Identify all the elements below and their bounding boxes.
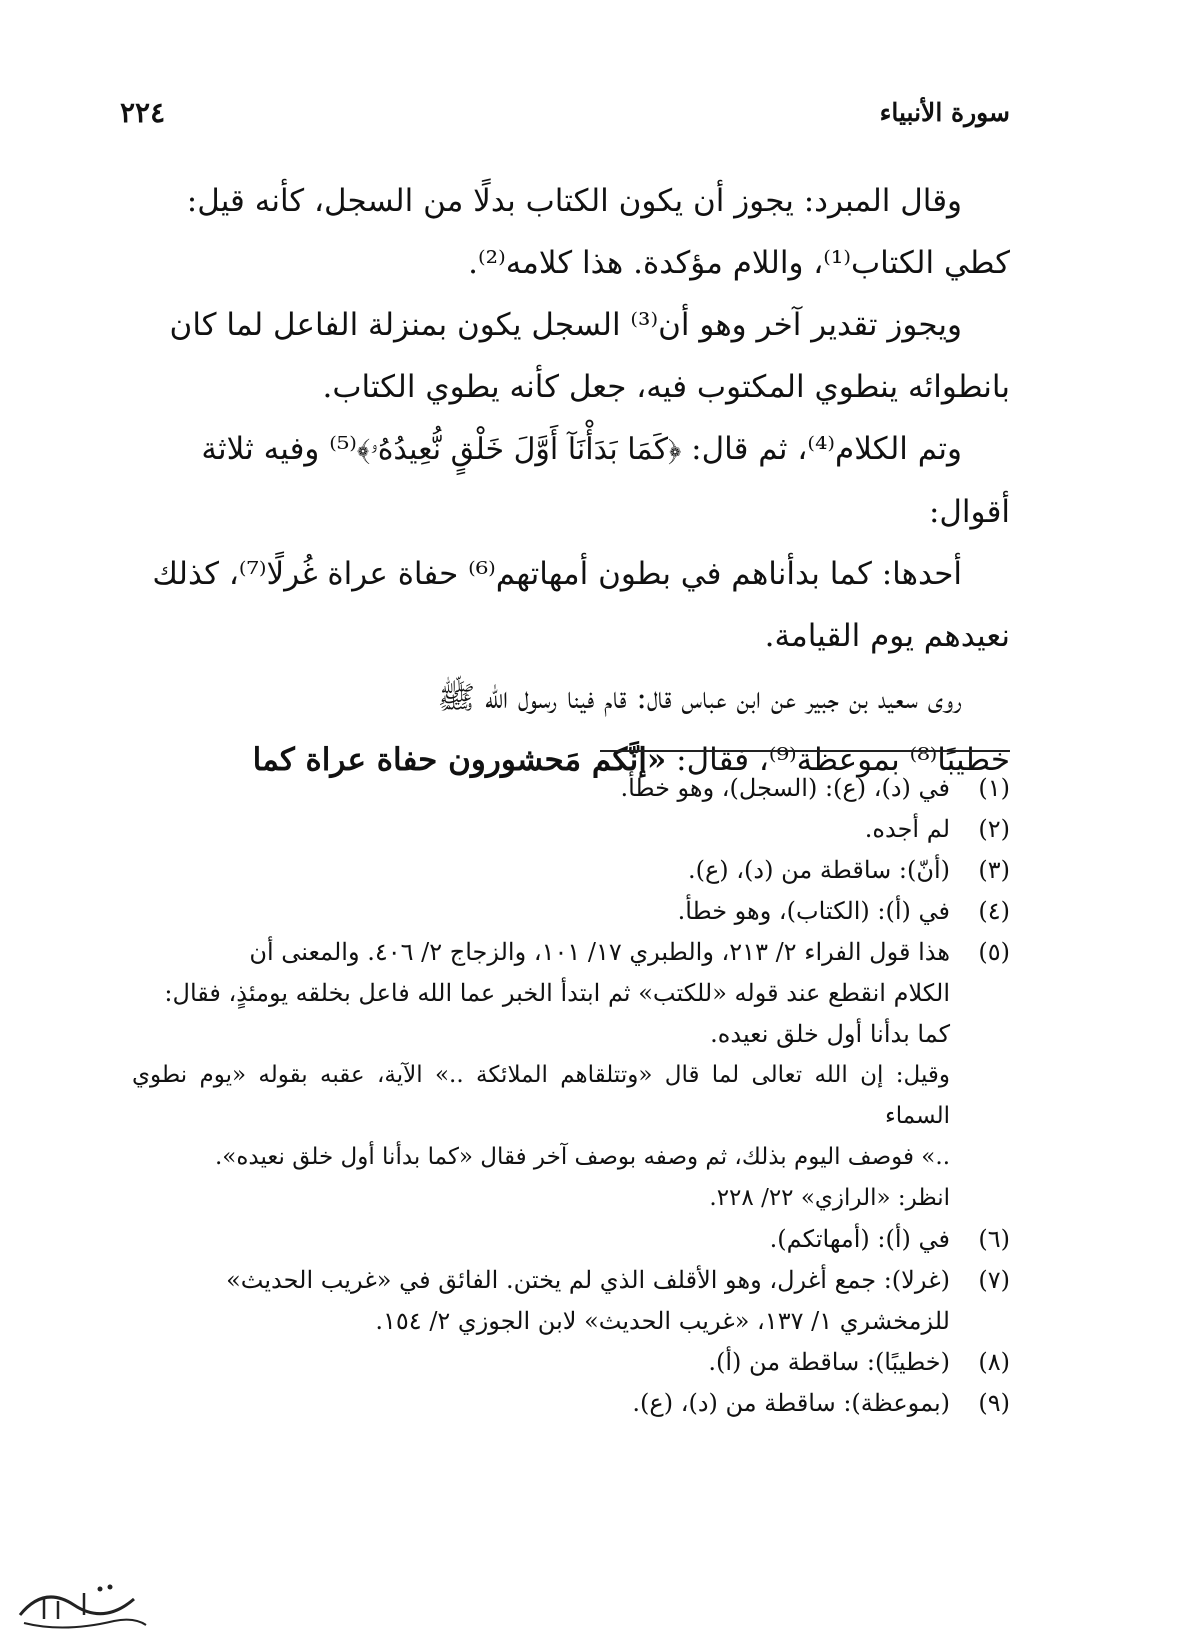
footnote-number: (٩) <box>978 1389 1010 1417</box>
paragraph-3 <box>132 418 1010 543</box>
paragraph-3-line-1-start: وتم الكلام⁽⁴⁾، ثم قال: <box>691 431 962 467</box>
footnote-line: للزمخشري ١/ ١٣٧، «غريب الحديث» لابن الجوزي ٢/ ١٥٤. <box>375 1307 950 1335</box>
paragraph-3-line-2: أقوال: <box>928 494 1010 530</box>
footnote <box>132 1260 1010 1342</box>
footnote <box>132 850 1010 891</box>
paragraph-4-line-1: أحدها: كما بدأناهم في بطون أمهاتهم⁽⁶⁾ حفاة عراة غُرلًا⁽⁷⁾، كذلك <box>152 556 962 592</box>
footnote-body <box>132 850 950 891</box>
paragraph-4-line-2: نعيدهم يوم القيامة. <box>764 618 1010 654</box>
footnote <box>132 891 1010 932</box>
footnotes <box>132 768 1010 1424</box>
footnote <box>132 1383 1010 1424</box>
footnote-note-line: انظر: «الرازي» ٢٢/ ٢٢٨. <box>709 1185 950 1211</box>
paragraph-2-line-2: بانطوائه ينطوي المكتوب فيه، جعل كأنه يطوي الكتاب. <box>322 369 1010 405</box>
paragraph-5-line-2-start: خطيبًا⁽⁸⁾ بموعظة⁽⁹⁾، فقال: <box>676 742 1010 778</box>
footnote <box>132 932 1010 1219</box>
footnote <box>132 1219 1010 1260</box>
main-text <box>132 170 1010 791</box>
page-number: ٢٢٤ <box>120 95 166 129</box>
paragraph-1 <box>132 170 1010 294</box>
footnote-body <box>132 1342 950 1383</box>
footnote-number: (٧) <box>978 1266 1010 1294</box>
footnote-line: (بموعظة): ساقطة من (د)، (ع). <box>632 1389 950 1417</box>
surah-title: سورة الأنبياء <box>879 97 1010 127</box>
footnote-line: هذا قول الفراء ٢/ ٢١٣، والطبري ١٧/ ١٠١، والزجاج ٢/ ٤٠٦. والمعنى أن <box>249 938 950 966</box>
footnote-number: (١) <box>978 774 1010 802</box>
footnote-body <box>132 1383 950 1424</box>
footnote-body <box>132 809 950 850</box>
quran-verse: ﴿كَمَا بَدَأْنَآ أَوَّلَ خَلْقٍ نُّعِيدُهُۥ﴾ <box>356 432 682 467</box>
footnote-body <box>132 1219 950 1260</box>
footnote-number: (٣) <box>978 856 1010 884</box>
footnote-body <box>132 1260 950 1342</box>
hadith-quote: «إنَّكم مَحشورون حفاة عراة كما <box>252 742 667 778</box>
footnote-body <box>132 891 950 932</box>
footnote-number: (٥) <box>978 938 1010 966</box>
paragraph-2 <box>132 294 1010 418</box>
paragraph-3-line-1-end: ⁽⁵⁾ وفيه ثلاثة <box>201 431 357 467</box>
footnote-number: (٨) <box>978 1348 1010 1376</box>
footnote-divider <box>600 750 1010 752</box>
footnote-line: (غرلا): جمع أغرل، وهو الأقلف الذي لم يختن. الفائق في «غريب الحديث» <box>226 1266 950 1294</box>
footnote-number: (٤) <box>978 897 1010 925</box>
footnote-line: في (د)، (ع): (السجل)، وهو خطأ. <box>620 774 950 802</box>
paragraph-1-line-1: وقال المبرد: يجوز أن يكون الكتاب بدلًا من السجل، كأنه قيل: <box>186 183 962 219</box>
footnote-note-line: وقيل: إن الله تعالى لما قال «وتتلقاهم الملائكة ..» الآية، عقبه بقوله «يوم نطوي السماء <box>132 1062 950 1129</box>
footnote-body <box>132 932 950 1219</box>
footnote-note-line: ..» فوصف اليوم بذلك، ثم وصفه بوصف آخر فقال «كما بدأنا أول خلق نعيده». <box>214 1144 950 1170</box>
footnote-number: (٢) <box>978 815 1010 843</box>
footnote-line: الكلام انقطع عند قوله «للكتب» ثم ابتدأ الخبر عما الله فاعل بخلقه يومئذٍ، فقال: <box>164 979 950 1007</box>
footnote-line: في (أ): (أمهاتكم). <box>769 1225 950 1253</box>
paragraph-2-line-1: ويجوز تقدير آخر وهو أن⁽³⁾ السجل يكون بمنزلة الفاعل لما كان <box>169 307 962 343</box>
footnote-line: في (أ): (الكتاب)، وهو خطأ. <box>677 897 950 925</box>
publisher-logo <box>14 1575 154 1637</box>
footnote <box>132 1342 1010 1383</box>
paragraph-4 <box>132 543 1010 667</box>
footnote <box>132 809 1010 850</box>
footnote-line: (أنّ): ساقطة من (د)، (ع). <box>687 856 950 884</box>
footnote-line: لم أجده. <box>864 815 950 843</box>
footnote-line: كما بدأنا أول خلق نعيده. <box>710 1020 950 1048</box>
paragraph-5-line-1: روى سعيد بن جبير عن ابن عباس قال: قام فينا رسول الله ﷺ <box>437 680 962 716</box>
page-header <box>120 88 1010 136</box>
footnote-line: (خطيبًا): ساقطة من (أ). <box>708 1348 950 1376</box>
footnote <box>132 768 1010 809</box>
footnote-number: (٦) <box>978 1225 1010 1253</box>
paragraph-1-line-2: كطي الكتاب⁽¹⁾، واللام مؤكدة. هذا كلامه⁽²⁾. <box>468 245 1010 281</box>
footnote-body <box>132 768 950 809</box>
